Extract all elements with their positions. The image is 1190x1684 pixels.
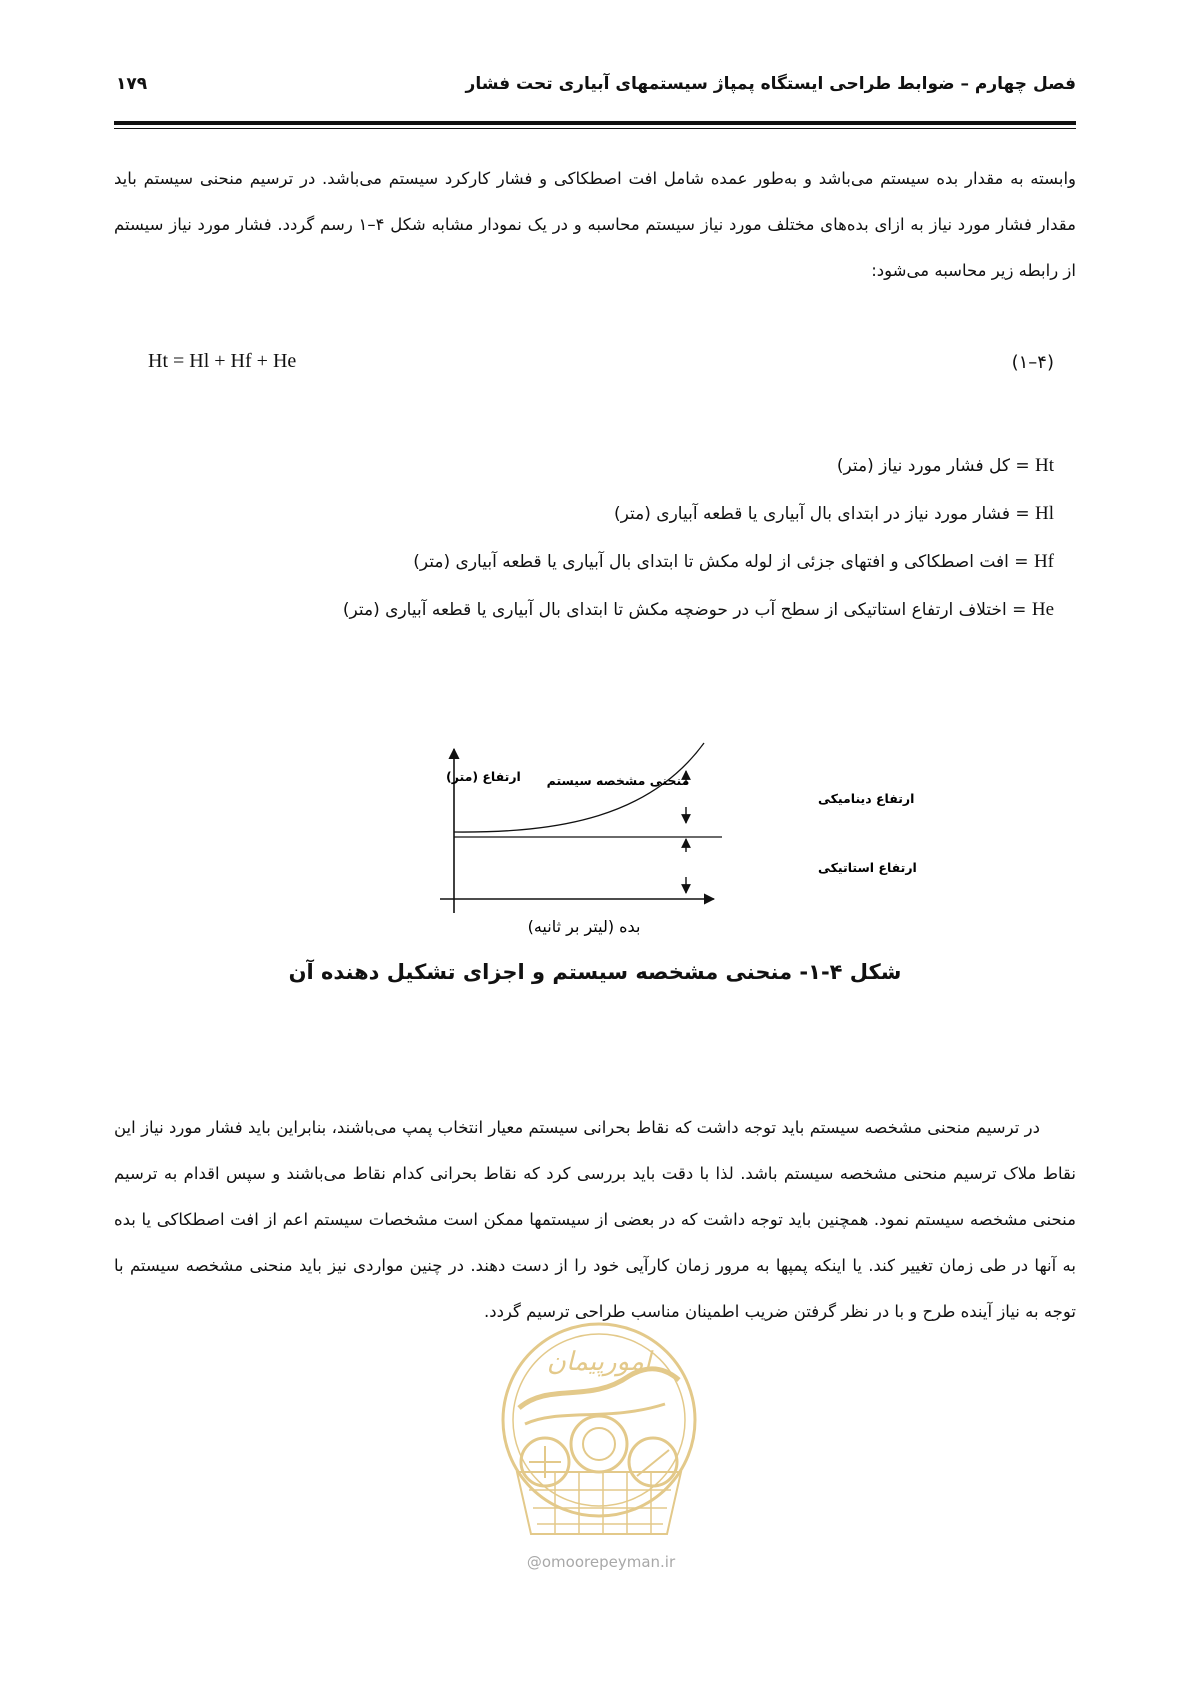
definition-symbol: Hl [1035,503,1054,524]
watermark-url: @omoorepeyman.ir [526,1553,676,1571]
omoorepeyman-logo-icon [489,1312,709,1548]
equation-formula: Ht = Hl + Hf + He [148,350,297,372]
equation-number: (۱–۴) [1011,352,1054,373]
intro-paragraph [114,156,1076,294]
definition-text: = اختلاف ارتفاع استاتیکی از سطح آب در حوضچه مکش تا ابتدای بال آبیاری یا قطعه آبیاری (متر) [342,600,1027,620]
system-curve-diagram [330,735,917,945]
header-rule-thin [114,128,1076,129]
intro-paragraph-text: وابسته به مقدار بده سیستم می‌باشد و به‌طور عمده شامل افت اصطکاکی و فشار کارکرد سیستم می‌باشد. در ترسیم منحنی سیستم باید مقدار فشار مورد نیاز به ازای بده‌های مختلف مورد نیاز سیستم محاسبه و در یک نمودار مشابه شکل ۴–۱ رسم گردد. فشار مورد نیاز سیستم از رابطه زیر محاسبه می‌شود: [114,169,1076,280]
definition-he [343,586,1054,634]
y-axis-label: ارتفاع (متر) [446,769,521,784]
definition-text: = فشار مورد نیاز در ابتدای بال آبیاری یا قطعه آبیاری (متر) [613,504,1030,524]
definition-ht [343,442,1054,490]
curve-label: منحنی مشخصه سیستم [546,773,690,788]
definition-hl [343,490,1054,538]
definition-symbol: He [1031,599,1054,620]
body-paragraph-text: در ترسیم منحنی مشخصه سیستم باید توجه داشت که نقاط بحرانی سیستم معیار انتخاب پمپ می‌باشند، بنابراین باید فشار مورد نیاز این نقاط ملاک ترسیم منحنی مشخصه سیستم باشد. لذا با دقت باید بررسی کرد که نقاط بحرانی کدام نقاط می‌باشند و سپس اقدام به ترسیم منحنی مشخصه سیستم نمود. همچنین باید توجه داشت که در بعضی از سیستمها ممکن است مشخصات سیستم اعم از افت اصطکاکی یا بده به آنها در طی زمان تغییر کند. یا اینکه پمپها به مرور زمان کارآیی خود را از دست دهند. در چنین مواردی نیز باید منحنی مشخصه سیستم با توجه به نیاز آینده طرح و با در نظر گرفتن ضریب اطمینان مناسب طراحی ترسیم گردد. [114,1118,1076,1321]
variable-definitions [343,442,1054,634]
header-rule-thick [114,121,1076,125]
logo-text: امورپیمان [546,1347,652,1377]
page-number: ۱۷۹ [116,74,148,94]
x-axis-label: بده (لیتر بر ثانیه) [527,917,641,936]
watermark-stamp [489,1312,709,1548]
dynamic-head-label: ارتفاع دینامیکی [818,791,915,806]
body-paragraph [114,1105,1076,1335]
system-curve-figure [330,735,917,945]
definition-symbol: Hf [1033,551,1054,572]
definition-hf [343,538,1054,586]
definition-text: = کل فشار مورد نیاز (متر) [836,456,1030,476]
page-header-title: فصل چهارم – ضوابط طراحی ایستگاه پمپاژ سیستمهای آبیاری تحت فشار [465,74,1076,94]
definition-symbol: Ht [1035,455,1054,476]
figure-caption: شکل ۴-۱- منحنی مشخصه سیستم و اجزای تشکیل دهنده آن [288,960,902,984]
static-head-label: ارتفاع استاتیکی [818,860,917,875]
definition-text: = افت اصطکاکی و افتهای جزئی از لوله مکش تا ابتدای بال آبیاری یا قطعه آبیاری (متر) [413,552,1029,572]
